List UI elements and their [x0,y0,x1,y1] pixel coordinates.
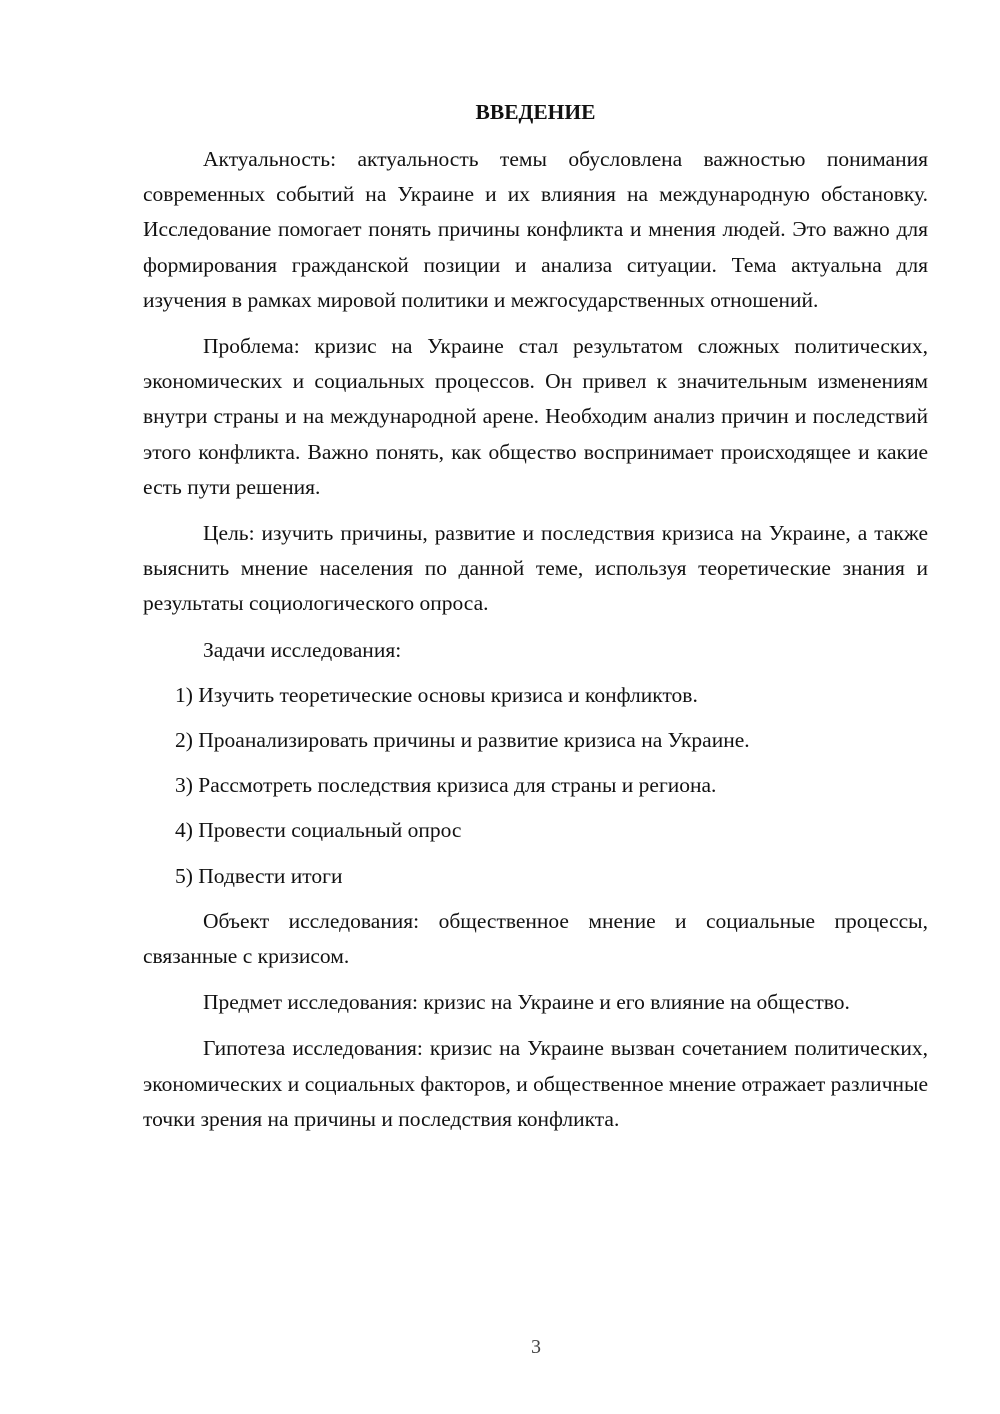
relevance-paragraph: Актуальность: актуальность темы обусловлена важностью понимания современных событий на Украине и их влияния на международную обстановку. Исследование помогает понять причины конфликта и мнения людей. Это важно для формирования гражданской позиции и анализа ситуации. Тема актуальна для изучения в рамках мировой политики и межгосударственных отношений. [143,147,928,312]
subject-paragraph: Предмет исследования: кризис на Украине и его влияние на общество. [203,990,850,1015]
object-paragraph: Объект исследования: общественное мнение и социальные процессы, связанные с кризисом. [143,908,928,969]
section-heading: ВВЕДЕНИЕ [475,100,596,124]
problem-paragraph: Проблема: кризис на Украине стал результатом сложных политических, экономических и социальных процессов. Он привел к значительным изменениям внутри страны и на международной арене. Необходим анализ причин и последствий этого конфликта. Важно понять, как общество воспринимает происходящее и какие есть пути решения. [143,334,928,499]
task-item-3: 3) Рассмотреть последствия кризиса для страны и региона. [175,773,717,798]
goal-paragraph: Цель: изучить причины, развитие и последствия кризиса на Украине, а также выяснить мнение населения по данной теме, используя теоретические знания и результаты социологического опроса. [143,521,928,616]
tasks-heading: Задачи исследования: [203,637,402,662]
hypothesis-paragraph: Гипотеза исследования: кризис на Украине вызван сочетанием политических, экономических и социальных факторов, и общественное мнение отражает различные точки зрения на причины и последствия конфликта. [143,1036,928,1131]
task-item-5: 5) Подвести итоги [175,863,343,888]
task-item-2: 2) Проанализировать причины и развитие кризиса на Украине. [175,728,750,753]
page-content [143,95,928,1148]
task-item-1: 1) Изучить теоретические основы кризиса и конфликтов. [175,682,698,707]
task-item-4: 4) Провести социальный опрос [175,818,462,843]
page-number: 3 [531,1336,541,1358]
